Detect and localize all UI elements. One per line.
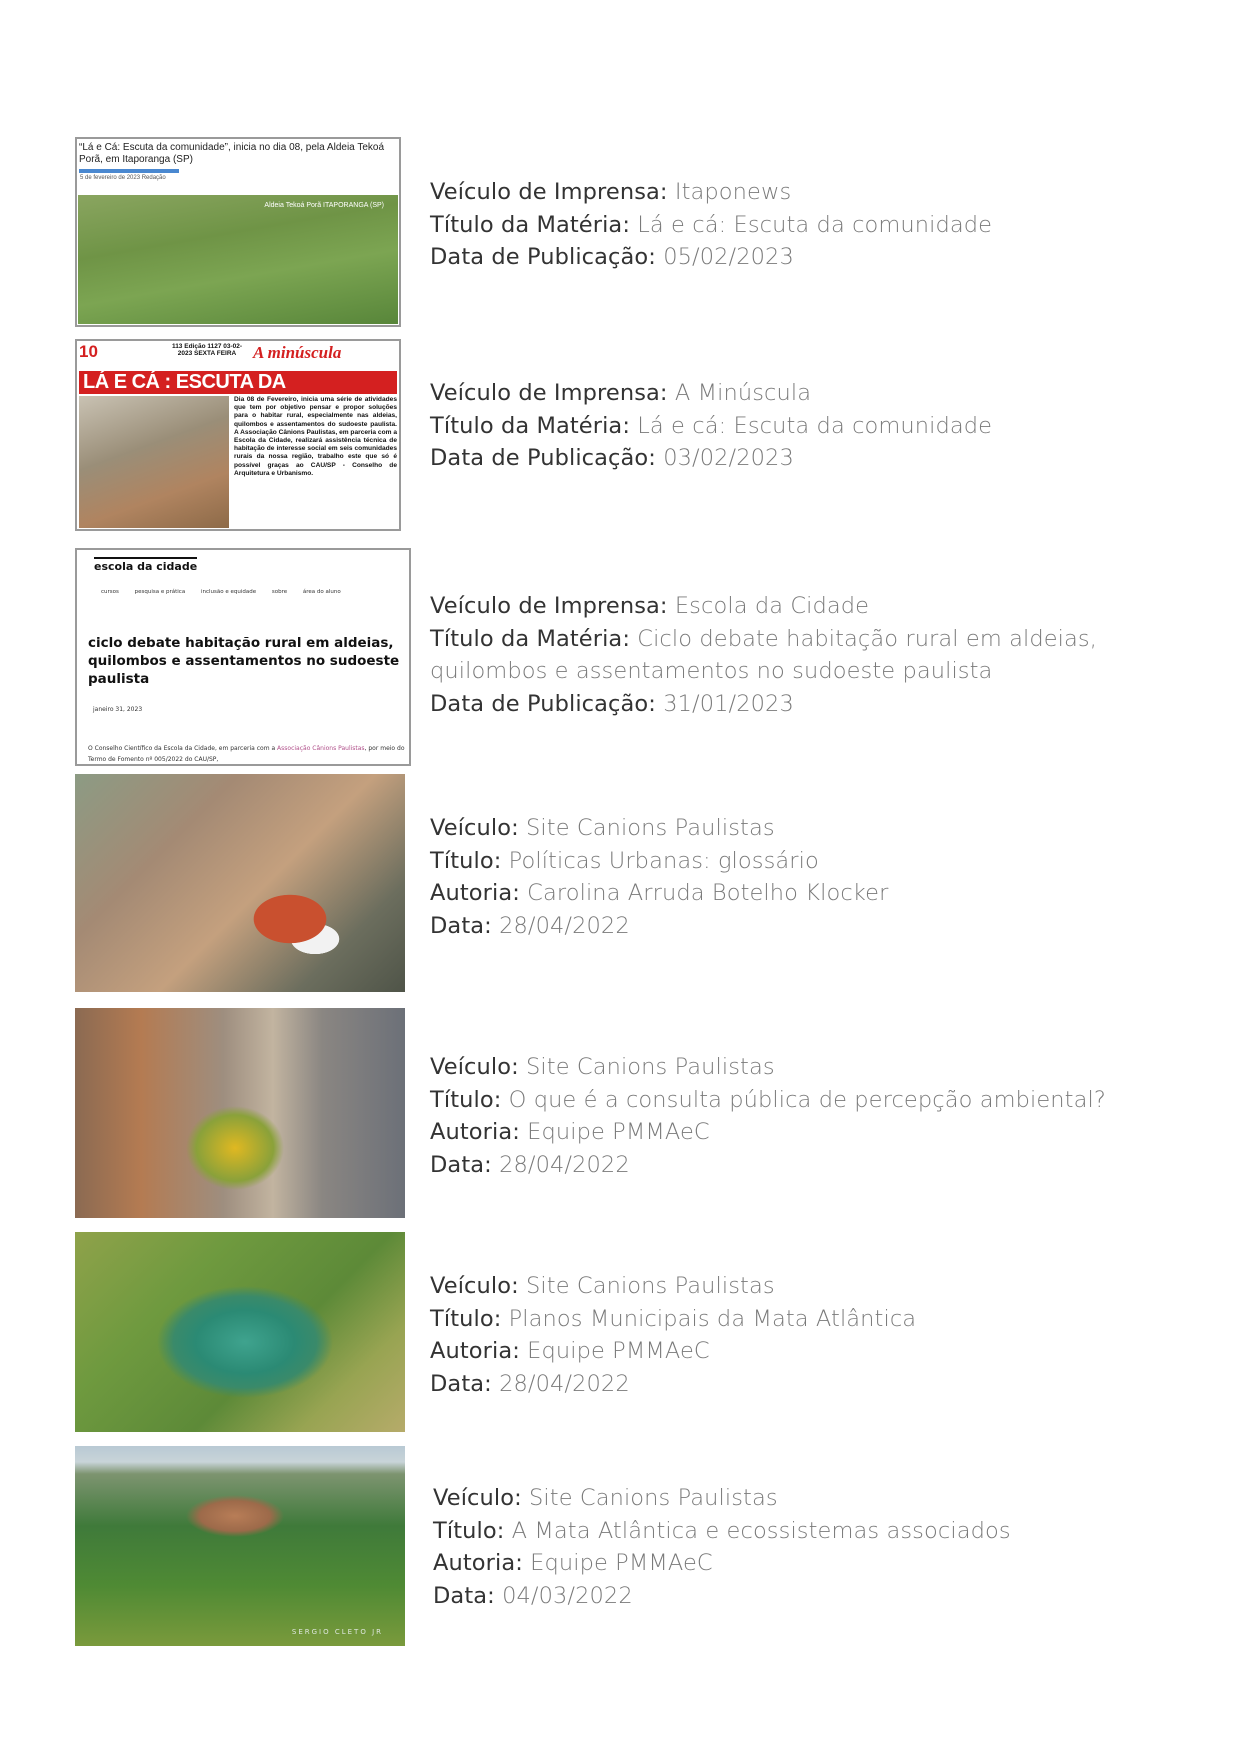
line-value: Site Canions Paulistas [521,1485,778,1511]
title-line [430,623,1110,688]
aerial-lake-photo [75,1232,405,1432]
line-label: Data: [433,1582,495,1609]
aerial-village-photo [78,195,398,324]
line-value: Ciclo debate habitação rural em aldeias, quilombos e assentamentos no sudoeste paulista [430,625,1097,684]
entry-info [430,1270,916,1400]
line-value: Site Canions Paulistas [518,1273,775,1299]
entry-info [430,1051,1150,1181]
vehicle-line [430,590,1130,623]
line-label: Título: [430,1086,502,1113]
entry-info [430,176,992,274]
date-line [430,442,992,475]
headline-banner: LÁ E CÁ : ESCUTA DA [79,371,397,394]
date-line [433,1580,1011,1613]
line-label: Autoria: [433,1550,523,1576]
line-label: Autoria: [430,1338,520,1364]
site-brand: escola da cidade [94,557,197,573]
newspaper-logo: A minúscula [253,343,342,362]
line-label: Título: [430,847,502,874]
article-excerpt [88,743,408,765]
line-label: Data: [430,912,492,939]
date-line [430,910,888,943]
edition-info: 113 Edição 1127 03-02-2023 SEXTA FEIRA [171,343,243,357]
line-label: Veículo: [433,1485,522,1511]
excerpt-link: Associação Cânions Paulistas [277,745,365,752]
aerial-square-photo [75,1008,405,1218]
line-value: Lá e cá: Escuta da comunidade [630,211,993,238]
line-label: Autoria: [430,1119,520,1145]
date-line [430,1368,916,1401]
vehicle-line [430,812,888,845]
line-value: Site Canions Paulistas [518,1054,775,1080]
line-label: Título: [433,1517,505,1544]
line-value: O que é a consulta pública de percepção ambiental? [501,1086,1106,1113]
vehicle-line [430,176,992,209]
line-value: Lá e cá: Escuta da comunidade [630,412,993,439]
line-label: Veículo: [430,1273,519,1299]
vehicle-line [430,1051,1150,1084]
line-label: Autoria: [430,880,520,906]
vehicle-line [430,377,992,410]
line-label: Veículo: [430,815,519,841]
line-value: Escola da Cidade [667,593,870,619]
line-label: Título: [430,1305,502,1332]
title-line [430,209,992,242]
article-title: ciclo debate habitação rural em aldeias, quilombos e assentamentos no sudoeste paulista [88,635,400,687]
entry-info [430,590,1130,720]
nav-item: área do aluno [302,589,341,595]
title-line [433,1515,1011,1548]
itaponews-screenshot [75,137,401,327]
thumb-meta: 5 de fevereiro de 2023 Redação [80,175,166,181]
clipping-photo [79,396,229,528]
line-value: Equipe PMMAeC [522,1550,713,1576]
line-label: Data: [430,1370,492,1397]
line-label: Título da Matéria: [430,625,631,652]
nav-item: sobre [271,589,288,595]
excerpt-start: O Conselho Científico da Escola da Cidade, em parceria com a [88,745,278,752]
line-value: Equipe PMMAeC [519,1338,710,1364]
line-value: 28/04/2022 [491,1370,630,1397]
newspaper-clipping [75,339,401,531]
aerial-church-photo [75,774,405,992]
line-label: Veículo: [430,1054,519,1080]
escola-da-cidade-screenshot [75,548,411,766]
nav-item: inclusão e equidade [200,589,257,595]
line-label: Data de Publicação: [430,445,656,471]
line-label: Título da Matéria: [430,412,631,439]
line-label: Veículo de Imprensa: [430,380,668,406]
clipping-text: Dia 08 de Fevereiro, inicia uma série de atividades que tem por objetivo pensar e propor soluções para o habitar rural, especialmente nas aldeias, quilombos e assentamentos do sudoeste paulista. A Associação Cânions Paulistas, em parceria com a Escola da Cidade, realizará assistência técnica de habitação de interesse social em seis comunidades rurais da nossa região, trabalho este que só é possível graças ao CAU/SP - Conselho de Arquitetura e Urbanismo. [234,396,397,477]
entry-info [430,812,888,942]
author-line [430,1335,916,1368]
page-number: 10 [79,342,98,361]
title-line [430,410,992,443]
author-line [430,877,888,910]
line-value: 28/04/2022 [491,912,630,939]
line-value: 05/02/2023 [655,244,794,270]
site-nav [101,589,355,595]
line-label: Veículo de Imprensa: [430,179,668,205]
line-label: Veículo de Imprensa: [430,593,668,619]
line-value: Equipe PMMAeC [519,1119,710,1145]
excerpt-end: , por meio do Termo de Fomento nº 005/2022 do CAU/SP, [88,745,405,763]
nav-item: pesquisa e prática [134,589,186,595]
photo-caption: Aldeia Tekoá Porã ITAPORANGA (SP) [264,202,384,209]
author-line [430,1116,1150,1149]
line-value: 31/01/2023 [655,690,794,717]
title-line [430,845,888,878]
line-value: Site Canions Paulistas [518,815,775,841]
date-line [430,241,992,274]
line-label: Data de Publicação: [430,690,656,717]
title-line [430,1084,1150,1117]
author-line [433,1547,1011,1580]
line-value: Planos Municipais da Mata Atlântica [501,1305,917,1332]
photo-watermark: SERGIO CLETO JR [291,1628,383,1636]
line-value: A Minúscula [667,380,812,406]
line-value: 28/04/2022 [491,1151,630,1178]
line-value: Políticas Urbanas: glossário [501,847,819,874]
line-value: A Mata Atlântica e ecossistemas associados [504,1517,1011,1544]
article-date: janeiro 31, 2023 [93,706,143,713]
line-value: Carolina Arruda Botelho Klocker [519,880,889,906]
line-label: Data: [430,1151,492,1178]
line-value: Itaponews [667,179,792,205]
line-label: Data de Publicação: [430,244,656,270]
thumb-headline: “Lá e Cá: Escuta da comunidade”, inicia no dia 08, pela Aldeia Tekoá Porã, em Itaporanga (SP) [79,142,385,165]
title-line [430,1303,916,1336]
line-label: Título da Matéria: [430,211,631,238]
entry-info [433,1482,1011,1612]
line-value: 03/02/2023 [655,445,794,471]
date-line [430,1149,1150,1182]
line-value: 04/03/2022 [494,1582,633,1609]
vehicle-line [430,1270,916,1303]
date-line [430,688,1130,721]
nav-item: cursos [101,589,119,595]
entry-info [430,377,992,475]
vehicle-line [433,1482,1011,1515]
aerial-mountain-photo [75,1446,405,1646]
